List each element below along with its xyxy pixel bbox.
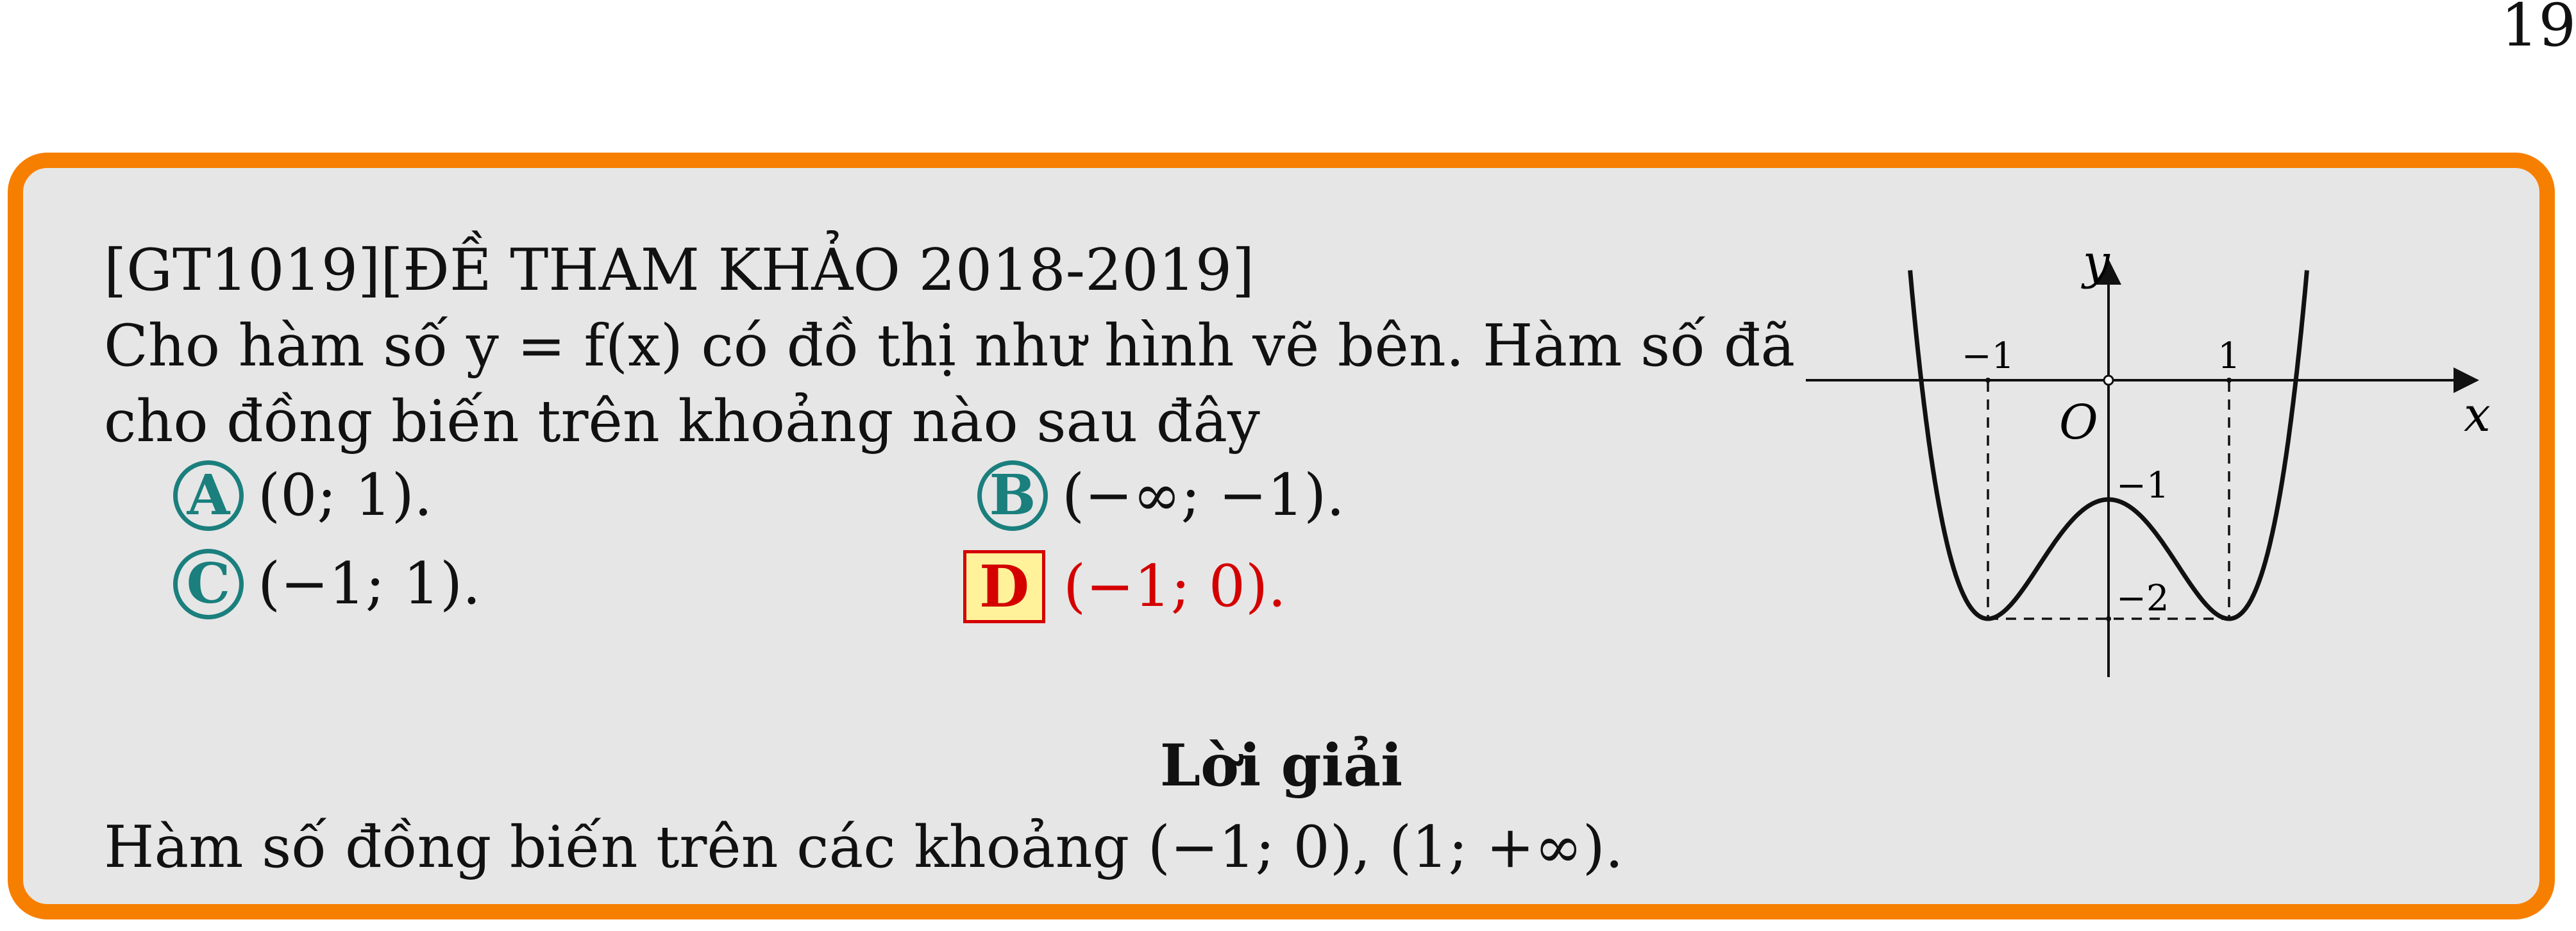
- solution-text: Hàm số đồng biến trên các khoảng (−1; 0), (1; +∞).: [104, 814, 1624, 881]
- tick-x-neg1: [1985, 378, 1991, 383]
- option-d-text: (−1; 0).: [1063, 553, 1286, 620]
- option-a-badge: A: [173, 460, 244, 531]
- option-a-text: (0; 1).: [258, 462, 433, 529]
- option-c-badge: C: [173, 549, 244, 619]
- origin-label: O: [2059, 395, 2098, 450]
- option-d-badge-correct: D: [963, 550, 1045, 623]
- x-axis-label: x: [2464, 387, 2491, 442]
- x-tick-label-1: 1: [2218, 335, 2241, 377]
- option-b-text: (−∞; −1).: [1062, 462, 1345, 529]
- question-card: [8, 153, 2555, 919]
- tick-y-neg2: [2106, 616, 2111, 621]
- y-axis-label: y: [2083, 235, 2110, 290]
- y-tick-label-neg2: −2: [2116, 578, 2169, 619]
- question-header: [GT1019][ĐỀ THAM KHẢO 2018-2019]: [104, 237, 1255, 304]
- page-number: 19: [2500, 0, 2576, 60]
- question-text-line-1: Cho hàm số y = f(x) có đồ thị như hình vẽ bên. Hàm số đã: [104, 312, 1796, 380]
- option-b-badge: B: [977, 460, 1048, 531]
- question-text-line-2: cho đồng biến trên khoảng nào sau đây: [104, 388, 1260, 455]
- x-tick-label-neg1: −1: [1961, 335, 2015, 377]
- solution-title: Lời giải: [1159, 732, 1403, 800]
- option-c-text: (−1; 1).: [258, 550, 481, 617]
- y-tick-label-neg1: −1: [2116, 465, 2169, 507]
- tick-y-neg1: [2106, 497, 2111, 502]
- origin-point: [2104, 376, 2113, 385]
- tick-x-1: [2227, 378, 2232, 383]
